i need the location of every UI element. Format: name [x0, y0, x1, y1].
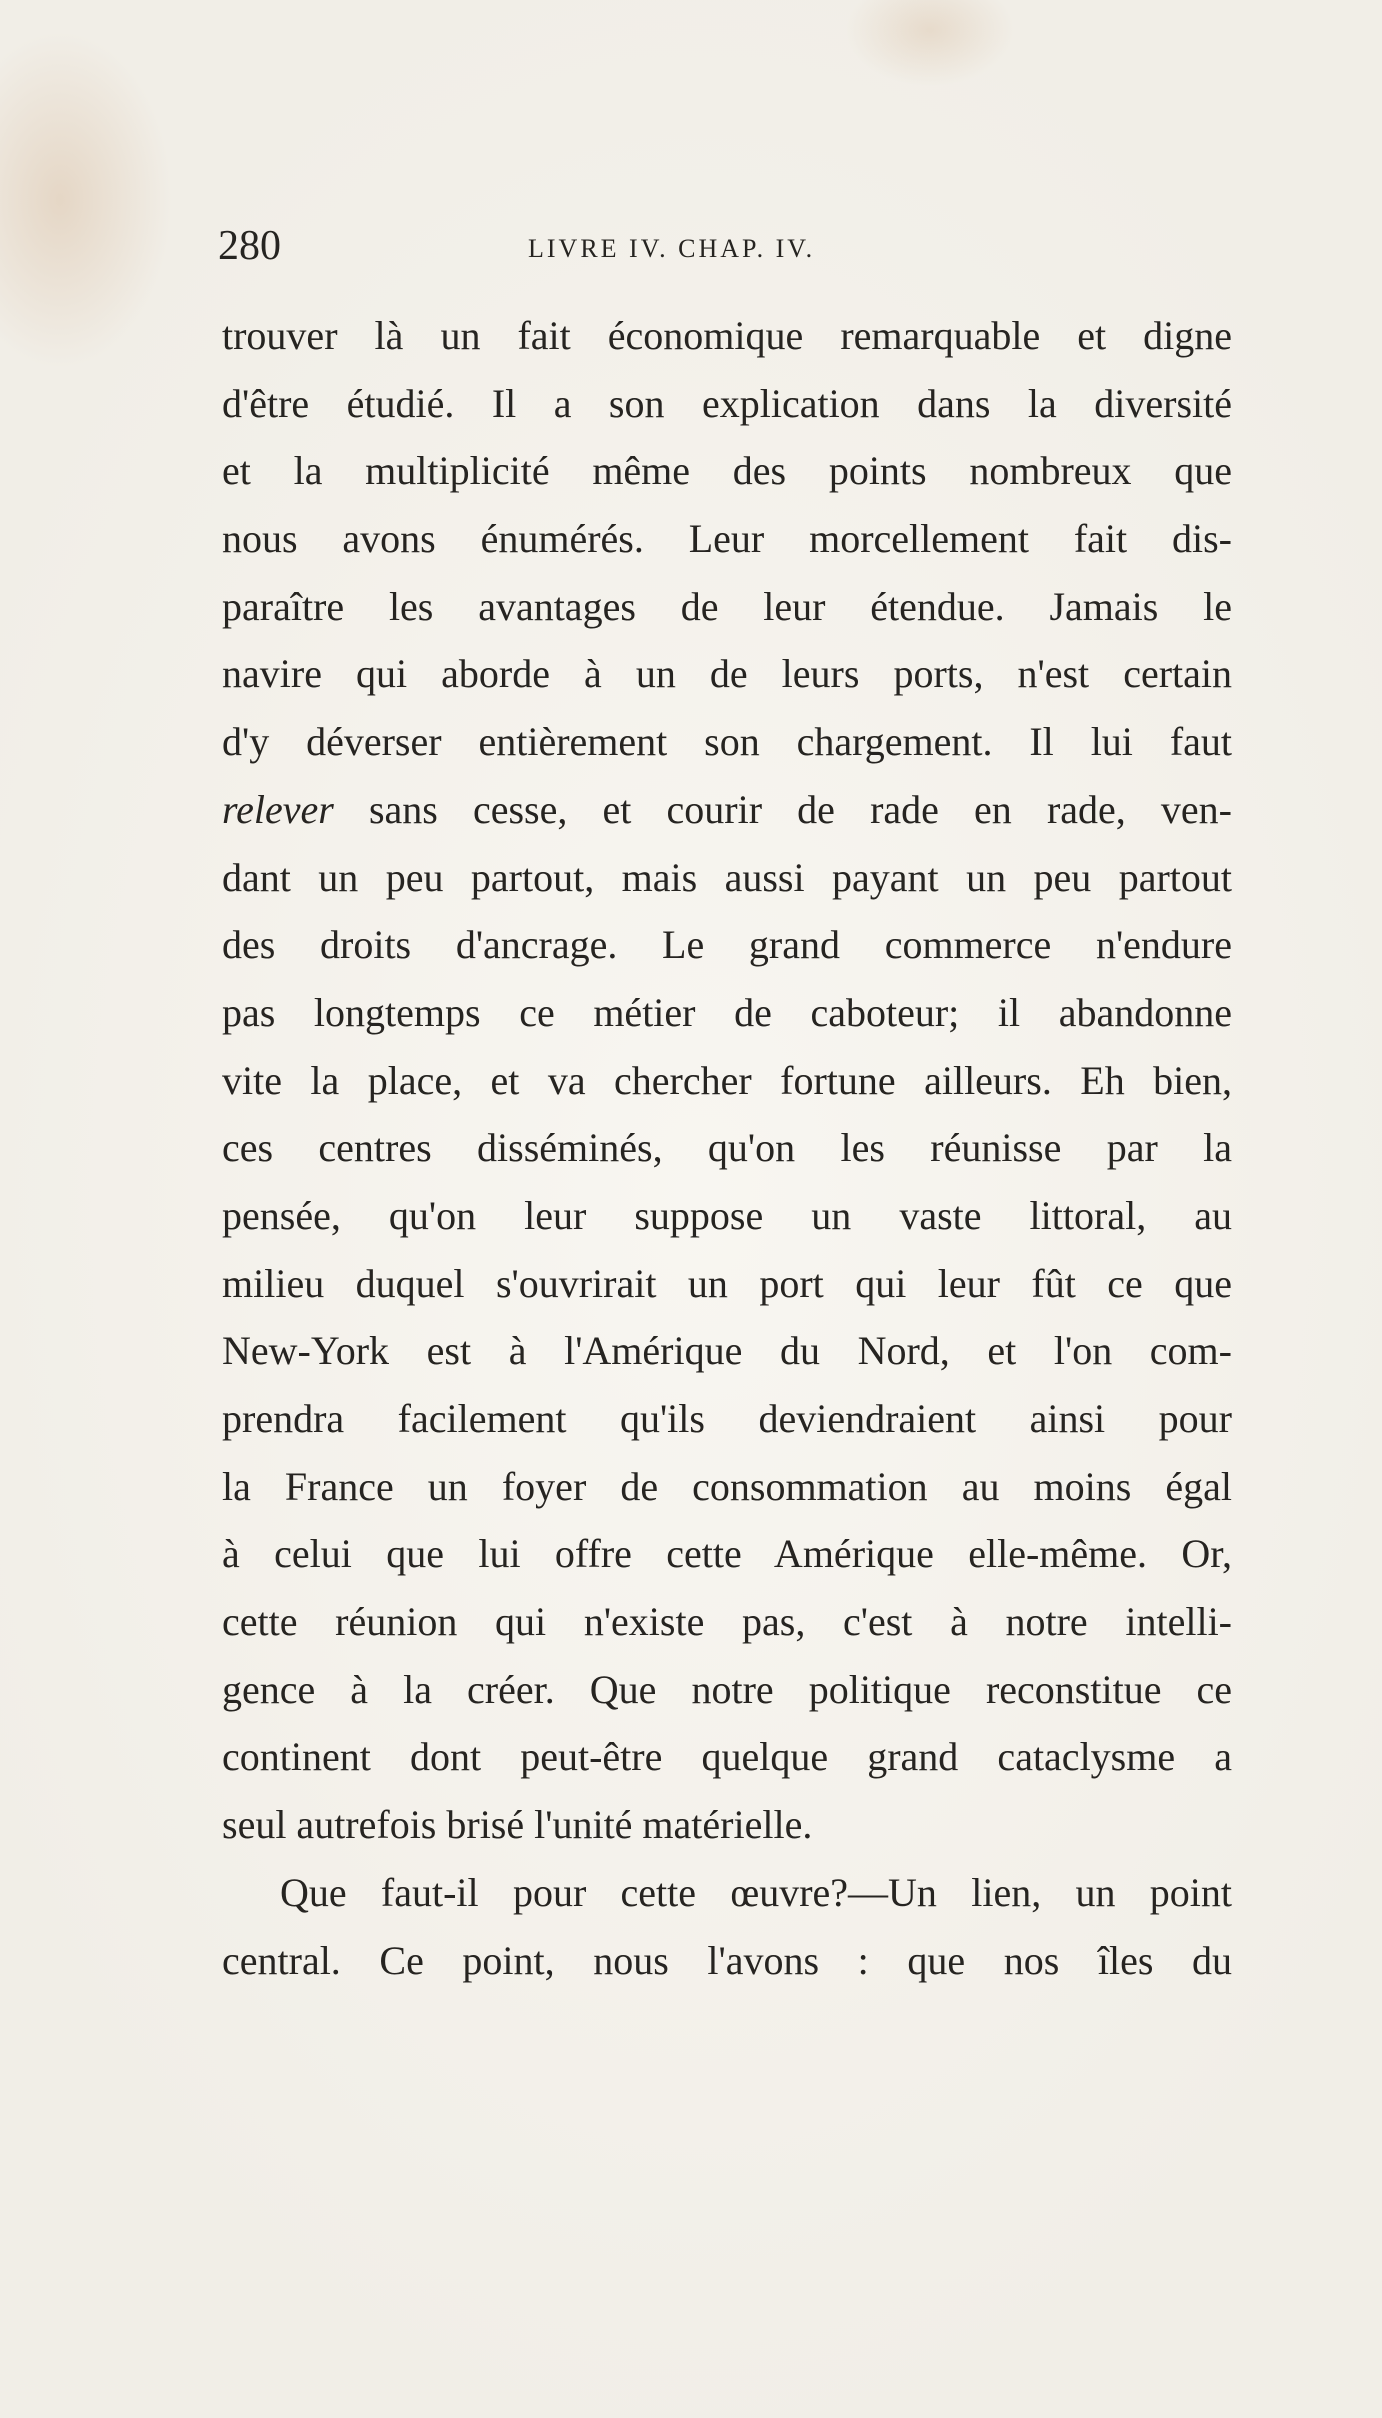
page-header: [218, 222, 1238, 292]
running-head: LIVRE IV. CHAP. IV.: [528, 234, 816, 263]
text-line: cette réunion qui n'existe pas, c'est à notre intelli-: [222, 1599, 1232, 1645]
paragraph-start-line: Que faut-il pour cette œuvre?—Un lien, un point: [280, 1869, 1232, 1915]
page-number: 280: [218, 223, 281, 269]
text-line: [222, 776, 1232, 844]
text-line: dant un peu partout, mais aussi payant un peu partout: [222, 854, 1232, 900]
text-line: navire qui aborde à un de leurs ports, n'est certain: [222, 651, 1232, 697]
text-line: gence à la créer. Que notre politique reconstitue ce: [222, 1666, 1232, 1712]
text-line: trouver là un fait économique remarquable et digne: [222, 313, 1232, 358]
text-line: et la multiplicité même des points nombreux que: [222, 448, 1232, 494]
text-line: continent dont peut-être quelque grand cataclysme a: [222, 1734, 1232, 1780]
text-line: pensée, qu'on leur suppose un vaste littoral, au: [222, 1192, 1232, 1238]
text-line: nous avons énumérés. Leur morcellement fait dis-: [222, 516, 1232, 562]
text-line: ces centres disséminés, qu'on les réunisse par la: [222, 1125, 1232, 1171]
text-line: des droits d'ancrage. Le grand commerce n'endure: [222, 922, 1232, 968]
body-text: [222, 302, 1232, 1994]
text-line: la France un foyer de consommation au moins égal: [222, 1463, 1232, 1509]
text-line: New-York est à l'Amérique du Nord, et l'on com-: [222, 1328, 1232, 1374]
italic-word: relever: [222, 786, 334, 832]
text-line: vite la place, et va chercher fortune ailleurs. Eh bien,: [222, 1057, 1232, 1103]
text-line: central. Ce point, nous l'avons : que nos îles du: [222, 1937, 1232, 1983]
text-line: à celui que lui offre cette Amérique elle-même. Or,: [222, 1531, 1232, 1577]
paragraph-end-line: seul autrefois brisé l'unité matérielle.: [222, 1802, 813, 1848]
text-line: milieu duquel s'ouvrirait un port qui leur fût ce que: [222, 1260, 1232, 1306]
text-line: d'y déverser entièrement son chargement. Il lui faut: [222, 719, 1232, 765]
text-line: paraître les avantages de leur étendue. Jamais le: [222, 583, 1232, 629]
text-line: d'être étudié. Il a son explication dans la diversité: [222, 380, 1232, 426]
text-line: prendra facilement qu'ils deviendraient ainsi pour: [222, 1396, 1232, 1441]
text-line: pas longtemps ce métier de caboteur; il abandonne: [222, 989, 1232, 1035]
text-line-rest: sans cesse, et courir de rade en rade, ven-: [368, 786, 1232, 832]
